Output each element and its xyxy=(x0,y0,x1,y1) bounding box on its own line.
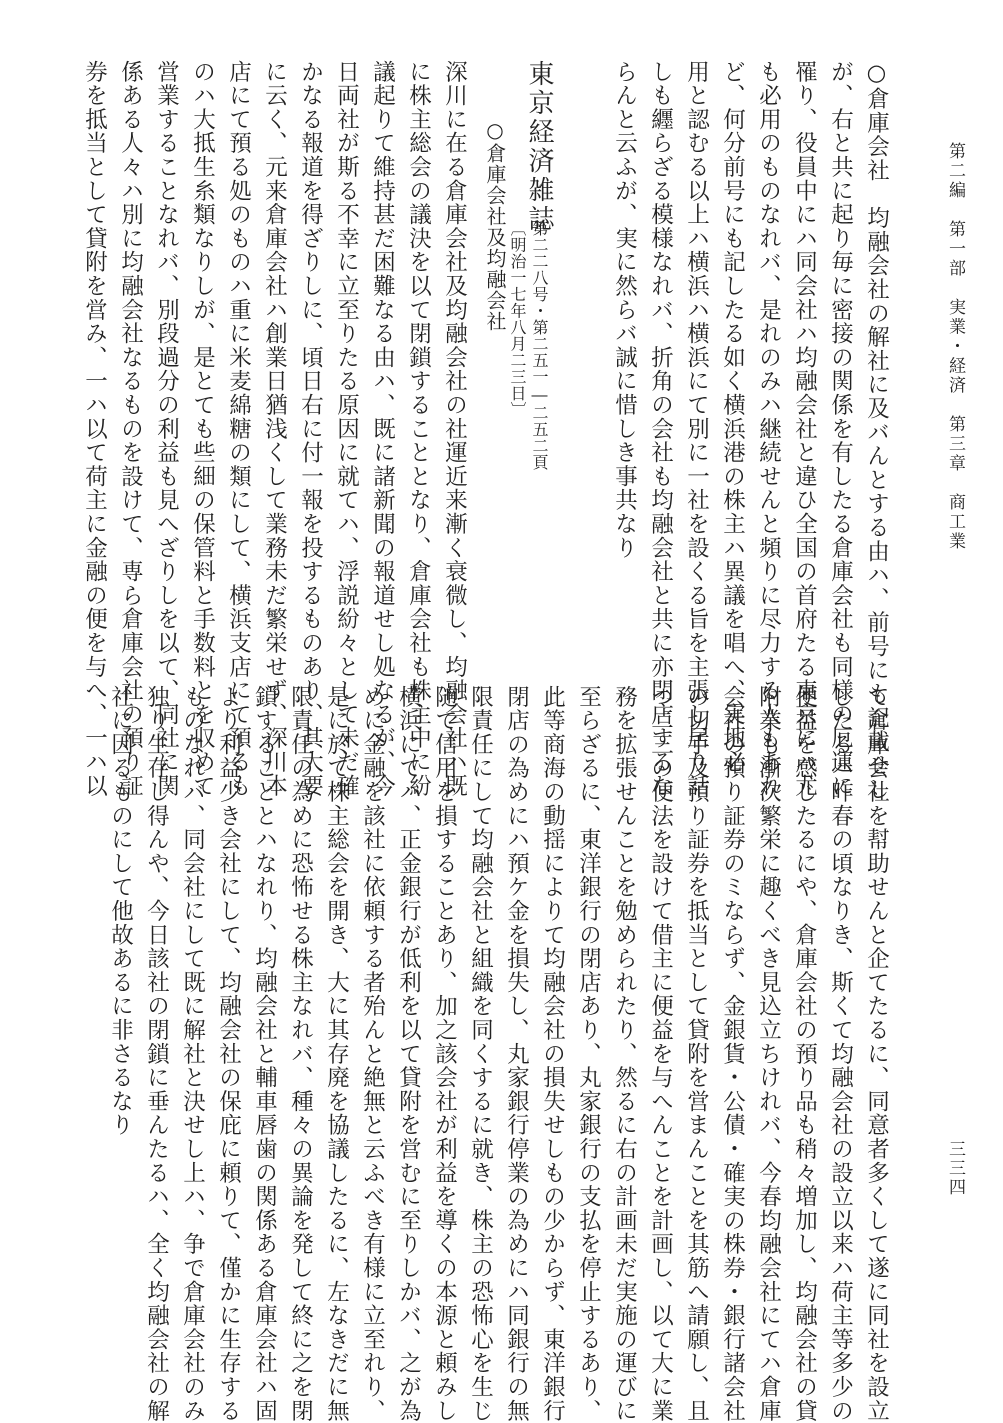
text-column: つ二三の便法を設けて借主に便益を与へんことを計画し、以て大に業 xyxy=(647,685,674,1423)
text-column: らんと云ふが、実に然らバ誠に惜しき事共なり xyxy=(611,60,638,560)
text-column: 至らざるに、東洋銀行の閉店あり、丸家銀行の支払を停止するあり、 xyxy=(575,685,602,1423)
text-column: 係ある人々ハ別に均融会社なるものを設けて、専ら倉庫会社の預り証 xyxy=(117,60,144,798)
text-column: 社に因るものにして他故あるに非さるなり xyxy=(107,685,134,1138)
text-column: が、右と共に起り毎に密接の関係を有したる倉庫会社も同様の厄運に xyxy=(827,60,854,798)
text-column: ○倉庫会社 均融会社の解社に及バんとする由ハ、前号にも記載せし xyxy=(863,60,890,802)
text-column: 限責任の為めに恐怖せる株主なれバ、種々の異論を発して終に之を閉 xyxy=(287,685,314,1423)
text-column: 附業も漸次繁栄に趣くべき見込立ちけれバ、今春均融会社にてハ倉庫 xyxy=(755,685,782,1423)
source-reference: 第二二八号・第二五一―二五二頁 xyxy=(530,220,549,471)
text-column: 限責任にして均融会社と組織を同くするに就き、株主の恐怖心を生じ xyxy=(467,685,494,1423)
text-column: 随て信用を損することあり、加之該会社が利益を導くの本源と頼みし xyxy=(431,685,458,1423)
text-column: ものなれバ、同会社にして既に解社と決せし上ハ、争で倉庫会社のみ xyxy=(179,685,206,1423)
text-column: 罹り、役員中にハ同会社ハ均融会社と違ひ全国の首府たる東京にハ尤 xyxy=(791,60,818,798)
source-title: 東京経済雑誌 xyxy=(524,60,554,234)
running-title: 第二編 第一部 実業・経済 第三章 商工業 xyxy=(945,142,965,552)
text-column: 用と認むる以上ハ横浜ハ横浜にて別に一社を設くる旨を主張し居り話 xyxy=(683,60,710,798)
text-column: めに金融を該社に依頼する者殆んと絶無と云ふべき有様に立至れり、 xyxy=(359,685,386,1423)
text-column: に云く、元来倉庫会社ハ創業日猶浅くして業務未だ繁栄せず、深川本 xyxy=(261,60,288,798)
text-column: 横浜にてハ、正金銀行が低利を以て貸附を営むに至りしかバ、之が為 xyxy=(395,685,422,1423)
text-column: 務を拡張せんことを勉められたり、然るに右の計画未だ実施の運びに xyxy=(611,685,638,1423)
page-number: 三三四 xyxy=(945,1140,965,1197)
text-column: の切手及預り証券を抵当として貸附を営まんことを其筋へ請願し、且 xyxy=(683,685,710,1423)
text-column: かなる報道を得ざりしに、頃日右に付一報を投するものあり、其大要 xyxy=(297,60,324,798)
text-column: のハ大抵生糸類なりしが、是とても些細の保管料と手数料とを収めて xyxy=(189,60,216,798)
text-column: 店にて預る処のものハ重に米麦綿糖の類にして、横浜支店にて預るも xyxy=(225,60,252,798)
text-column: 深川に在る倉庫会社及均融会社の社運近来漸く衰微し、均融会社ハ既 xyxy=(441,60,468,798)
text-column: 鎖することとハなれり、均融会社と輔車唇歯の関係ある倉庫会社ハ固 xyxy=(251,685,278,1423)
article-title: ○倉庫会社及均融会社 xyxy=(483,118,507,332)
text-column: 営業することなれバ、別段過分の利益も見へざりしを以て、同社に関 xyxy=(153,60,180,798)
text-column: したるハ昨春の頃なりき、斯くて均融会社の設立以来ハ荷主等多少の xyxy=(827,685,854,1423)
text-column: しも纒らざる模様なれバ、折角の会社も均融会社と共に亦閉店するな xyxy=(647,60,674,798)
text-column: 閉店の為めにハ預ケ金を損失し、丸家銀行停業の為めにハ同銀行の無 xyxy=(503,685,530,1423)
text-column: 日両社が斯る不幸に立至りたる原因に就てハ、浮説紛々として未だ確 xyxy=(333,60,360,798)
text-column: も必用のものなれバ、是れのみハ継続せんと頻りに尽力する人もあれ xyxy=(755,60,782,798)
text-column: ど、何分前号にも記したる如く横浜港の株主ハ異議を唱へ、実地必 xyxy=(719,60,746,774)
source-date: 〔明治一七年八月二三日〕 xyxy=(508,220,527,418)
text-column: 会社の預り証券のミならず、金銀貨・公債・確実の株券・銀行諸会社 xyxy=(719,685,746,1423)
text-column: に株主総会の議決を以て閉鎖することとなり、倉庫会社も株主中に紛 xyxy=(405,60,432,798)
text-column: 券を抵当として貸附を営み、一ハ以て荷主に金融の便を与へ、一ハ以 xyxy=(81,60,108,798)
text-column: 独り生存し得んや、今日該社の閉鎖に垂んたるハ、全く均融会社の解 xyxy=(143,685,170,1423)
text-column: 此等商海の動揺によりて均融会社の損失せしもの少からず、東洋銀行 xyxy=(539,685,566,1423)
text-column: 議起りて維持甚だ困難なる由ハ、既に諸新聞の報道せし処なるが、今 xyxy=(369,60,396,798)
text-column: て倉庫会社を幇助せんと企てたるに、同意者多くして遂に同社を設立 xyxy=(863,685,890,1423)
text-column: より利益少き会社にして、均融会社の保庇に頼りて、僅かに生存する xyxy=(215,685,242,1423)
text-column: 便益を感じたるにや、倉庫会社の預り品も稍々増加し、均融会社の貸 xyxy=(791,685,818,1423)
text-column: 是に於て株主総会を開き、大に其存廃を協議したるに、左なきだに無 xyxy=(323,685,350,1423)
